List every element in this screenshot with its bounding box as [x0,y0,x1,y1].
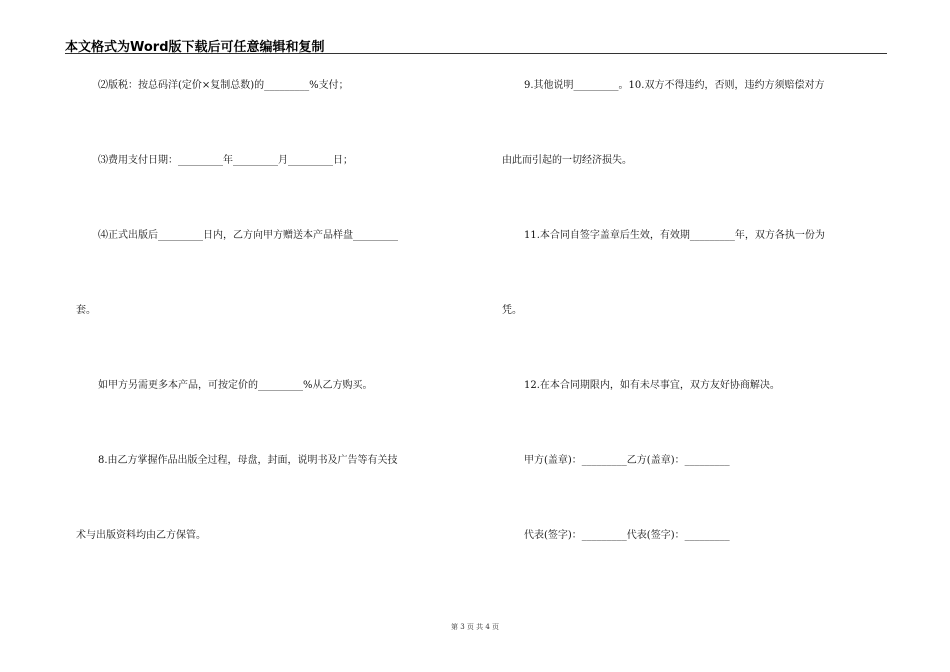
right-line-clause-11-cont: 凭。 [502,305,522,316]
header-divider [65,53,887,54]
left-line-set: 套。 [76,305,96,316]
right-line-clause-11: 11.本合同自签字盖章后生效，有效期_________年，双方各执一份为 [524,230,825,241]
page-number: 第 3 页 共 4 页 [450,623,500,631]
right-line-clause-12: 12.在本合同期限内，如有未尽事宜，双方友好协商解决。 [524,380,780,391]
left-line-sample-disc: ⑷正式出版后_________日内，乙方向甲方赠送本产品样盘_________ [98,230,398,241]
right-line-seal-signatures: 甲方(盖章)：_________乙方(盖章)：_________ [524,455,730,466]
right-line-clause-10-cont: 由此而引起的一切经济损失。 [502,155,632,166]
left-line-clause-8: 8.由乙方掌握作品出版全过程，母盘，封面，说明书及广告等有关技 [98,455,398,466]
left-line-clause-8-cont: 术与出版资料均由乙方保管。 [76,530,206,541]
right-line-representative-signatures: 代表(签字)：_________代表(签字)：_________ [524,530,730,541]
left-line-purchase: 如甲方另需更多本产品，可按定价的_________%从乙方购买。 [98,380,373,391]
left-line-payment-date: ⑶费用支付日期：_________年_________月_________日； [98,155,353,166]
left-line-royalty: ⑵版税：按总码洋(定价×复制总数)的_________%支付； [98,80,349,91]
document-header-title: 本文格式为Word版下载后可任意编辑和复制 [65,40,325,55]
right-line-clause-9-10: 9.其他说明_________。10.双方不得违约，否则，违约方须赔偿对方 [524,80,825,91]
